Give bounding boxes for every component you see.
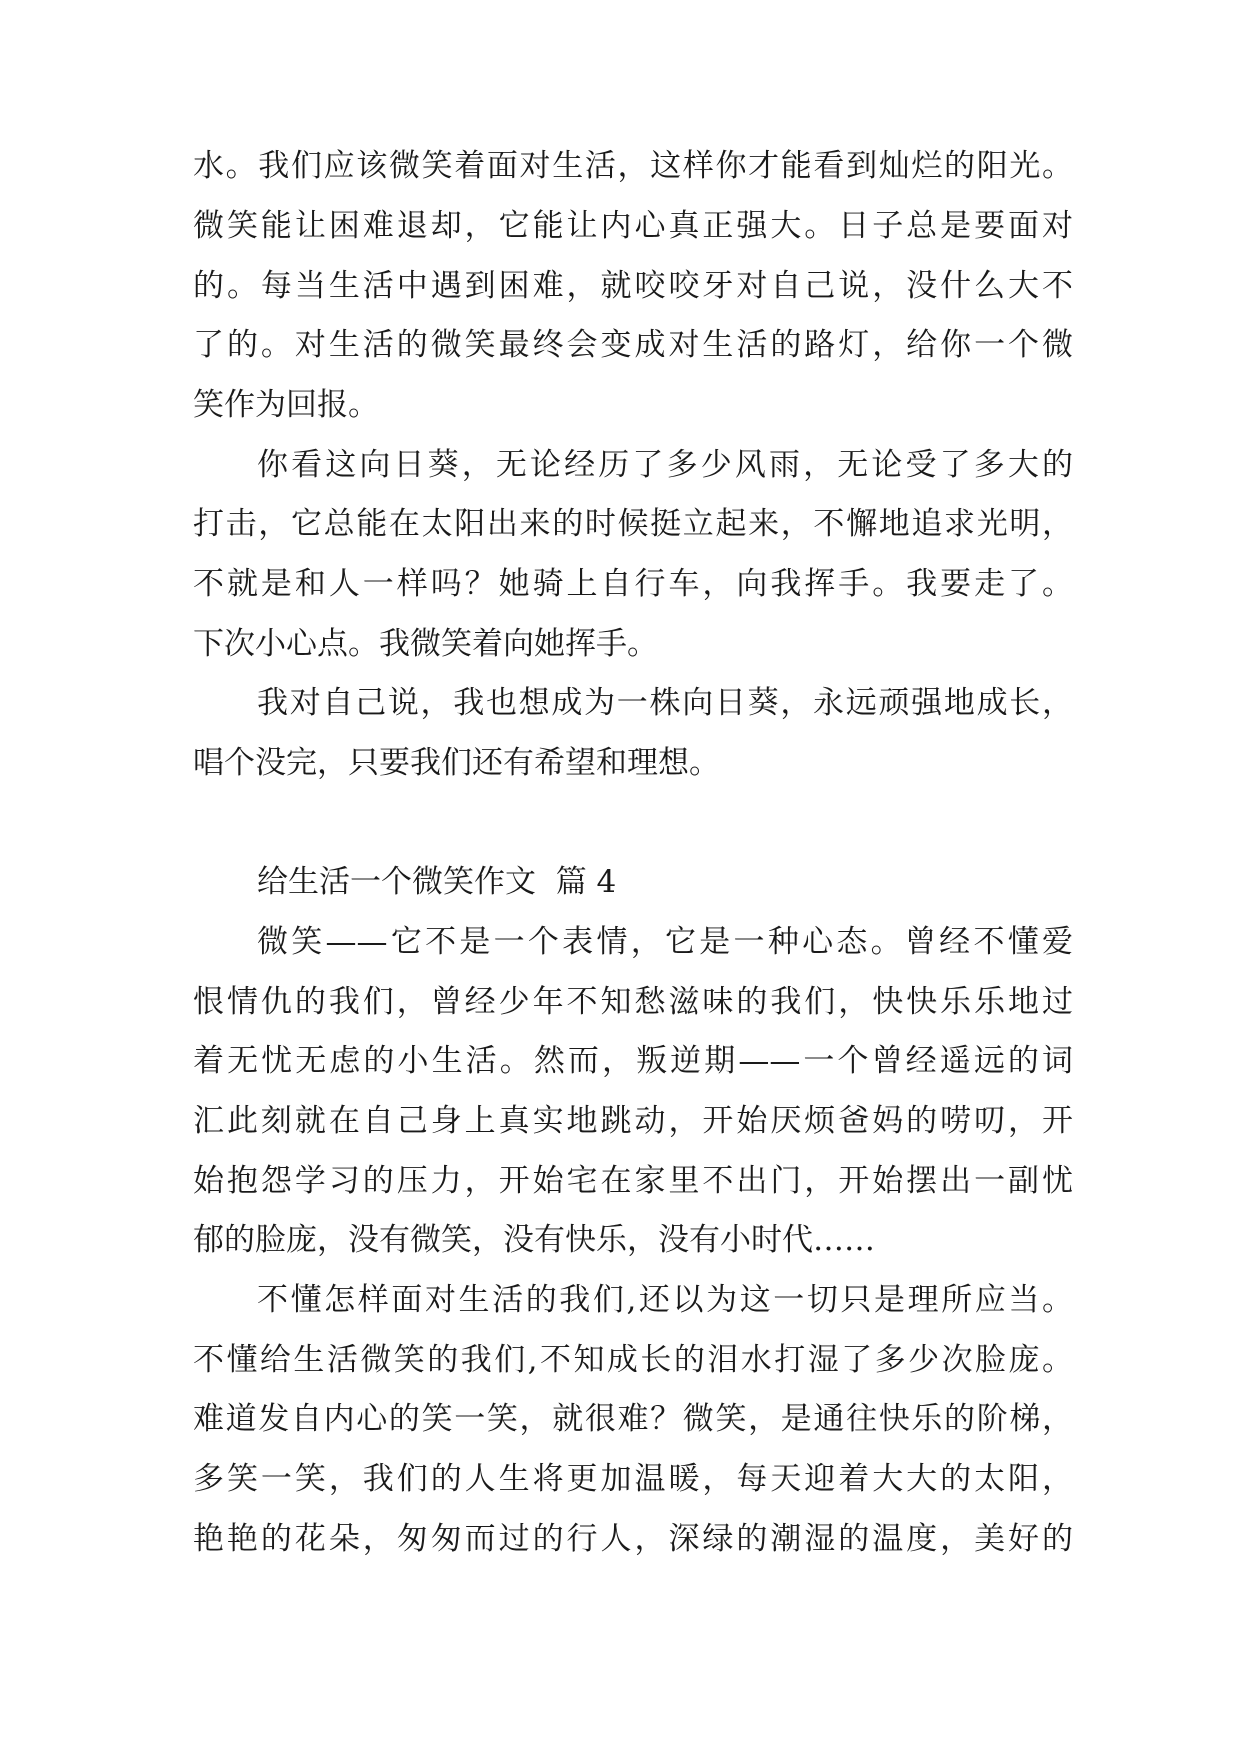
paragraph-line: 你看这向日葵，无论经历了多少风雨，无论受了多大的 xyxy=(257,447,1073,483)
paragraph-line: 不就是和人一样吗？她骑上自行车，向我挥手。我要走了。 xyxy=(193,566,1073,602)
paragraph-line: 的。每当生活中遇到困难，就咬咬牙对自己说，没什么大不 xyxy=(193,268,1073,304)
paragraph-line: 汇此刻就在自己身上真实地跳动，开始厌烦爸妈的唠叨，开 xyxy=(193,1103,1073,1139)
paragraph-line: 郁的脸庞，没有微笑，没有快乐，没有小时代…… xyxy=(193,1222,875,1258)
paragraph-line: 微笑——它不是一个表情，它是一种心态。曾经不懂爱 xyxy=(257,924,1073,960)
paragraph-line: 恨情仇的我们，曾经少年不知愁滋味的我们，快快乐乐地过 xyxy=(193,984,1073,1020)
paragraph-line: 下次小心点。我微笑着向她挥手。 xyxy=(193,626,658,662)
paragraph-line: 笑作为回报。 xyxy=(193,387,379,423)
paragraph-line: 始抱怨学习的压力，开始宅在家里不出门，开始摆出一副忧 xyxy=(193,1163,1073,1199)
paragraph-line: 不懂怎样面对生活的我们,还以为这一切只是理所应当。 xyxy=(257,1282,1073,1318)
paragraph-line: 不懂给生活微笑的我们,不知成长的泪水打湿了多少次脸庞。 xyxy=(193,1342,1073,1378)
paragraph-line: 唱个没完，只要我们还有希望和理想。 xyxy=(193,745,720,781)
section-heading: 给生活一个微笑作文 篇 4 xyxy=(257,864,617,900)
paragraph-line: 艳艳的花朵，匆匆而过的行人，深绿的潮湿的温度，美好的 xyxy=(193,1521,1073,1557)
paragraph-line: 多笑一笑，我们的人生将更加温暖，每天迎着大大的太阳， xyxy=(193,1461,1073,1497)
paragraph-line: 了的。对生活的微笑最终会变成对生活的路灯，给你一个微 xyxy=(193,327,1073,363)
paragraph-line: 着无忧无虑的小生活。然而，叛逆期——一个曾经遥远的词 xyxy=(193,1043,1073,1079)
paragraph-line: 微笑能让困难退却，它能让内心真正强大。日子总是要面对 xyxy=(193,208,1073,244)
paragraph-line: 难道发自内心的笑一笑，就很难？微笑，是通往快乐的阶梯， xyxy=(193,1401,1073,1437)
paragraph-line: 水。我们应该微笑着面对生活，这样你才能看到灿烂的阳光。 xyxy=(193,148,1073,184)
paragraph-line: 我对自己说，我也想成为一株向日葵，永远顽强地成长， xyxy=(257,685,1073,721)
paragraph-line: 打击，它总能在太阳出来的时候挺立起来，不懈地追求光明， xyxy=(193,506,1073,542)
